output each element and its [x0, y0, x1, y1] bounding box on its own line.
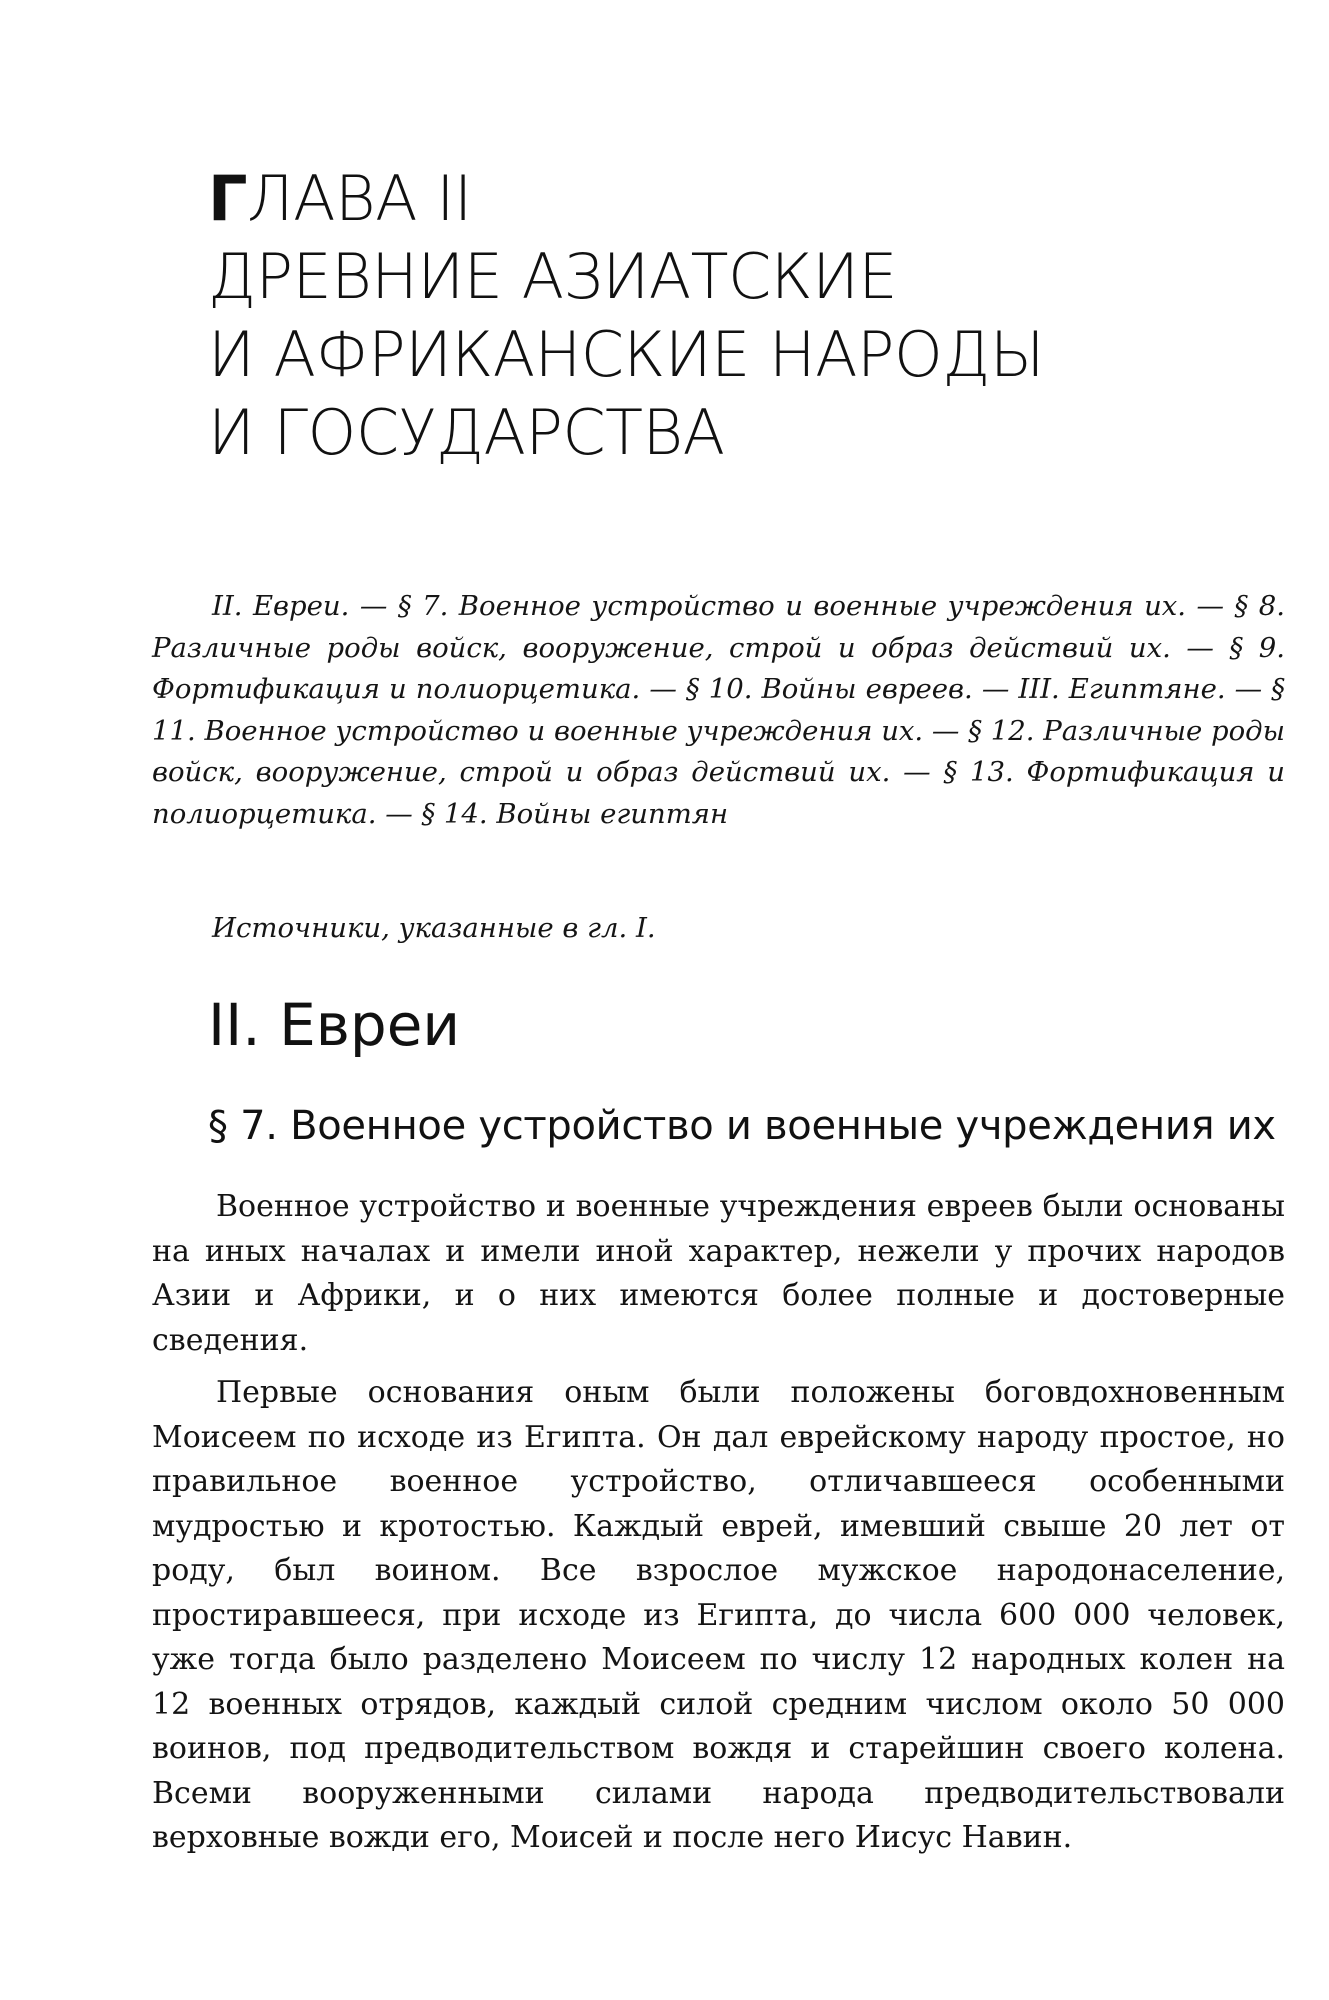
chapter-heading	[208, 160, 1208, 472]
body-paragraph: Первые основания оным были положены боговдохновенным Моисеем по исходе из Египта. Он дал еврейскому народу простое, но правильное военное устройство, отличавшееся особенными мудростью и кротостью. Каждый еврей, имевший свыше 20 лет от роду, был воином. Все взрослое мужское народонаселение, простиравшееся, при исходе из Египта, до числа 600 000 человек, уже тогда было разделено Моисеем по числу 12 народных колен на 12 военных отрядов, каждый силой средним числом около 50 000 воинов, под предводительством вождя и старейшин своего колена. Всеми вооруженными силами народа предводительствовали верховные вожди его, Моисей и после него Иисус Навин.	[152, 1375, 1285, 1855]
chapter-title-line-1: ДРЕВНИЕ АЗИАТСКИЕ	[208, 240, 898, 313]
chapter-number: ГЛАВА II	[208, 162, 472, 235]
chapter-title-line-2: И АФРИКАНСКИЕ НАРОДЫ	[208, 318, 1045, 391]
sources-note: Источники, указанные в гл. I.	[212, 912, 656, 944]
section-heading: II. Евреи	[208, 991, 461, 1059]
body-text	[152, 1185, 1285, 1869]
paragraph-heading: § 7. Военное устройство и военные учреждения их	[208, 1103, 1276, 1149]
chapter-title-line-3: И ГОСУДАРСТВА	[208, 396, 725, 469]
body-paragraph: Военное устройство и военные учреждения евреев были основаны на иных началах и имели иной характер, нежели у прочих народов Азии и Африки, и о них имеются более полные и достоверные сведения.	[152, 1189, 1285, 1358]
chapter-summary: II. Евреи. — § 7. Военное устройство и военные учреждения их. — § 8. Различные роды войск, вооружение, строй и образ действий их. — § 9. Фортификация и полиорцетика. — § 10. Войны евреев. — III. Египтяне. — § 11. Военное устройство и военные учреждения их. — § 12. Различные роды войск, вооружение, строй и образ действий их. — § 13. Фортификация и полиорцетика. — § 14. Войны египтян	[152, 590, 1285, 830]
